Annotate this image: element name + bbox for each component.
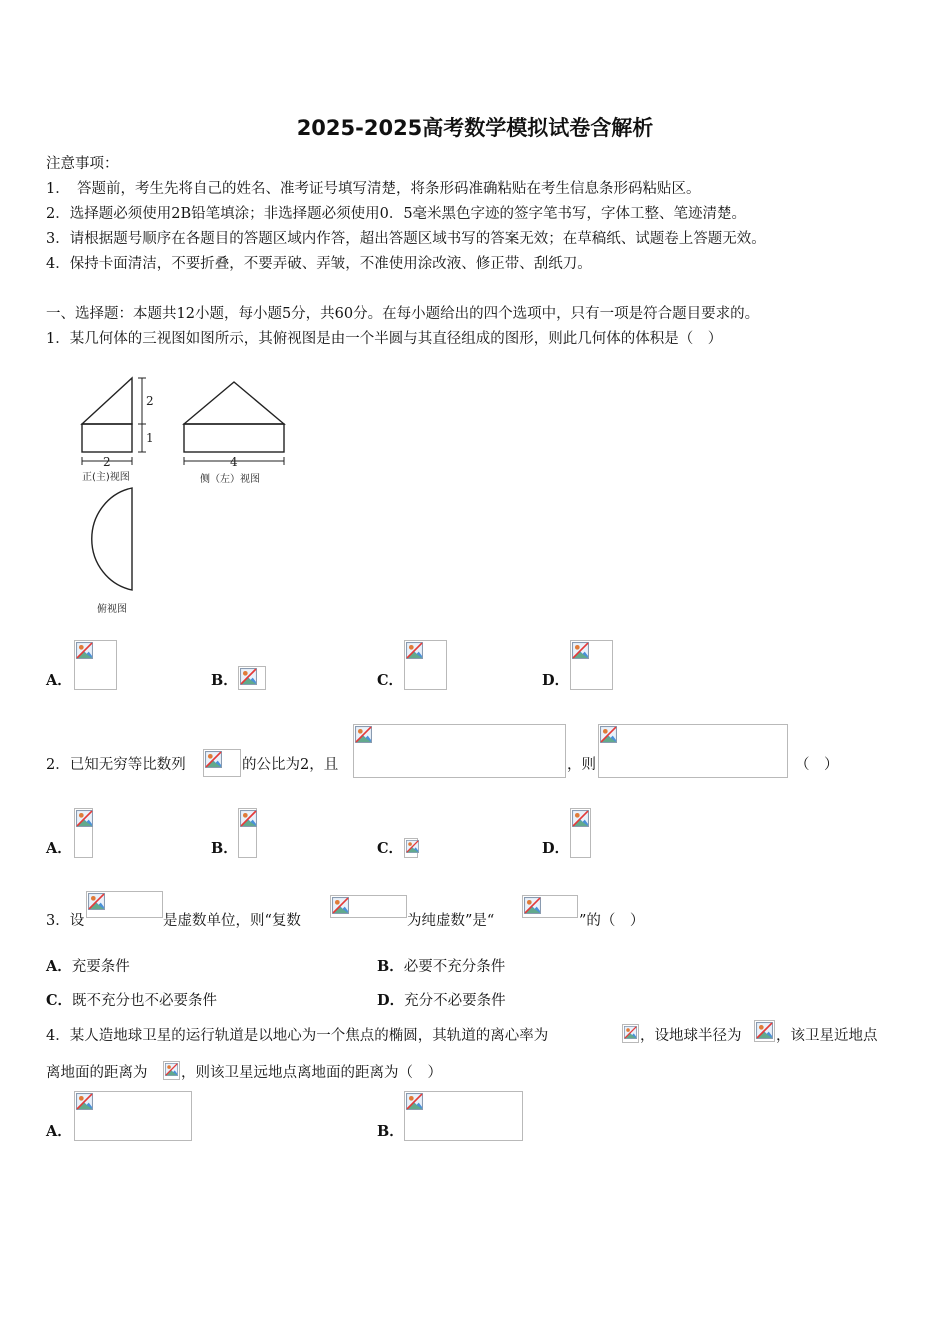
q3-text-3: 为纯虚数”是“ <box>407 913 495 929</box>
q4-option-b: B． <box>377 1123 404 1140</box>
q4-text-2: ，设地球半径为 <box>640 1028 742 1044</box>
broken-image-icon <box>240 810 257 827</box>
q3-text-1: 3．设 <box>46 913 85 929</box>
broken-image-icon <box>76 810 93 827</box>
top-view-label: 俯视图 <box>97 604 127 615</box>
page-title: 2025-2025高考数学模拟试卷含解析 <box>296 116 654 140</box>
side-view-label: 侧（左）视图 <box>200 474 260 485</box>
broken-image-icon <box>88 893 105 910</box>
q4-text-5: ，则该卫星远地点离地面的距离为（ ） <box>181 1065 442 1081</box>
q4-text-1: 4．某人造地球卫星的运行轨道是以地心为一个焦点的椭圆，其轨道的离心率为 <box>46 1028 549 1044</box>
q2-text-3: ，则 <box>567 757 596 773</box>
q2-expression-image <box>598 724 788 778</box>
q1-option-c: C． <box>377 672 404 689</box>
notice-item-2: 2．选择题必须使用2B铅笔填涂；非选择题必须使用0．5毫米黑色字迹的签字笔书写，字体工整、笔迹清楚。 <box>46 206 747 222</box>
q2-option-b-image <box>238 808 257 858</box>
q3-option-a: A．充要条件 <box>46 958 130 975</box>
q2-option-a: A． <box>46 840 72 857</box>
q1-option-c-image <box>404 640 447 690</box>
q2-option-c-image <box>404 838 418 858</box>
q1-option-d-image <box>570 640 613 690</box>
q1-option-b-image <box>238 666 266 690</box>
notice-item-4: 4．保持卡面清洁，不要折叠，不要弄破、弄皱，不准使用涂改液、修正带、刮纸刀。 <box>46 256 592 272</box>
q3-text-2: 是虚数单位，则“复数 <box>163 913 301 929</box>
q1-option-a: A． <box>46 672 72 689</box>
broken-image-icon <box>332 897 349 914</box>
q2-sequence-image <box>203 749 241 777</box>
broken-image-icon <box>205 751 222 768</box>
q2-text-4: （ ） <box>795 757 839 773</box>
q3-complex-image <box>330 895 407 918</box>
q2-option-a-image <box>74 808 93 858</box>
q2-option-d: D． <box>542 840 570 857</box>
q4-option-b-image <box>404 1091 523 1141</box>
broken-image-icon <box>165 1063 178 1076</box>
q2-condition-image <box>353 724 566 778</box>
dim-front-width: 2 <box>103 455 111 469</box>
q1-option-b: B． <box>211 672 238 689</box>
q3-option-d: D．充分不必要条件 <box>377 992 506 1009</box>
three-view-figure <box>70 372 300 622</box>
broken-image-icon <box>624 1026 637 1039</box>
broken-image-icon <box>572 642 589 659</box>
notice-heading: 注意事项： <box>46 156 119 172</box>
broken-image-icon <box>76 642 93 659</box>
q3-option-b: B．必要不充分条件 <box>377 958 506 975</box>
q2-option-c: C． <box>377 840 404 857</box>
q3-text-4: ”的（ ） <box>579 913 645 929</box>
broken-image-icon <box>406 840 419 853</box>
broken-image-icon <box>524 897 541 914</box>
broken-image-icon <box>355 726 372 743</box>
front-view-shape <box>82 378 132 424</box>
side-view-shape <box>184 382 284 424</box>
q2-option-b: B． <box>211 840 238 857</box>
q4-option-a: A． <box>46 1123 72 1140</box>
side-view-base <box>184 424 284 452</box>
q3-option-c: C．既不充分也不必要条件 <box>46 992 218 1009</box>
notice-item-3: 3．请根据题号顺序在各题目的答题区域内作答，超出答题区域书写的答案无效；在草稿纸、试题卷上答题无效。 <box>46 231 766 247</box>
q3-condition-image <box>522 895 578 918</box>
dim-height-bottom: 1 <box>146 431 154 445</box>
q2-option-d-image <box>570 808 591 858</box>
broken-image-icon <box>406 1093 423 1110</box>
q4-option-a-image <box>74 1091 192 1141</box>
notice-item-1: 1． 答题前，考生先将自己的姓名、准考证号填写清楚，将条形码准确粘贴在考生信息条形码粘贴区。 <box>46 181 701 197</box>
q1-stem: 1．某几何体的三视图如图所示，其俯视图是由一个半圆与其直径组成的图形，则此几何体的体积是（ ） <box>46 331 723 347</box>
q4-text-3: ，该卫星近地点 <box>776 1028 878 1044</box>
broken-image-icon <box>76 1093 93 1110</box>
q2-text-2: 的公比为2，且 <box>242 757 339 773</box>
dim-side-width: 4 <box>230 455 238 469</box>
q3-symbol-image <box>86 891 163 918</box>
broken-image-icon <box>572 810 589 827</box>
broken-image-icon <box>756 1022 773 1039</box>
front-view-label: 正(主)视图 <box>82 472 130 483</box>
broken-image-icon <box>406 642 423 659</box>
section-heading: 一、选择题：本题共12小题，每小题5分，共60分。在每小题给出的四个选项中，只有一项是符合题目要求的。 <box>46 306 760 322</box>
front-view-base <box>82 424 132 452</box>
dim-height-top: 2 <box>146 394 154 408</box>
top-view-shape <box>92 488 132 590</box>
q1-option-d: D． <box>542 672 570 689</box>
q1-option-a-image <box>74 640 117 690</box>
q4-eccentricity-image <box>622 1024 639 1043</box>
q4-text-4: 离地面的距离为 <box>46 1065 148 1081</box>
q2-text-1: 2．已知无穷等比数列 <box>46 757 186 773</box>
q4-distance-image <box>163 1061 180 1080</box>
broken-image-icon <box>240 668 257 685</box>
q4-radius-image <box>754 1020 775 1042</box>
broken-image-icon <box>600 726 617 743</box>
